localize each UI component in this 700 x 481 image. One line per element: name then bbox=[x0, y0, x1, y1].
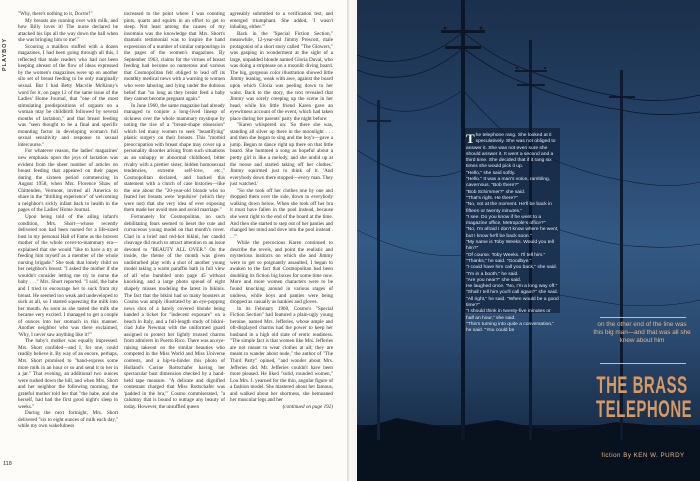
paragraph: he telephone rang. She looked at it speculatively. She was not obliged to answer it. She was not even sure she should answer it. It went a second and a third time. She decided that if it rang six times she would pick it up. bbox=[466, 133, 556, 170]
paragraph: "I should think in twenty-five minutes or half an hour," she said. bbox=[466, 309, 551, 321]
paragraph: "Shall I tell him you'll call again?" she said. bbox=[466, 290, 558, 296]
paragraph: agreeably submitted to a verification test, and emerged triumphant. She added, 'I wasn't inhaling, either.'" bbox=[230, 11, 333, 31]
paragraph: "Are you near?" she said. bbox=[466, 277, 522, 283]
paragraph: "Bob Schimmer?" she said. bbox=[466, 189, 526, 195]
page-number: 118 bbox=[3, 461, 12, 467]
paragraph: "Of course. Toby Weeks. I'll tell him." bbox=[466, 252, 546, 258]
opening-paragraph bbox=[466, 133, 559, 171]
paragraph: "That's right. He there?" bbox=[466, 195, 518, 201]
paragraph: "Hello," she said softly. bbox=[466, 170, 516, 176]
text-column-3 bbox=[230, 11, 333, 473]
paragraph: While the precocious Karen continued to describe the revels, and point the realistic and mysterious instincts on which she and Jimmy were to get so poignantly assaulted, I began to awaken to the fact that Cosmopolitan had been doubling its fiction big boxes for some time now. More and more women characters were to be found knocking around in various stages of undress, while boys and panties were being dropped as casually as hankies and gloves. bbox=[230, 240, 333, 306]
deck-rule-bottom bbox=[600, 363, 686, 364]
paragraph: "Hello." It was a man's voice, rambling, cavernous. "Bob there?" bbox=[466, 177, 551, 189]
paragraph: During the next fortnight, Mrs. Short delivered "six to eight ounces of milk each day," while my own wakefulness bbox=[18, 410, 118, 430]
magazine-name: PLAYBOY bbox=[2, 37, 8, 71]
paragraph: "I see. Do you know if he went to a magazine office, Metropole's office?" bbox=[466, 214, 546, 227]
paragraph: "All right," he said. "When would be a good time?" bbox=[466, 296, 559, 309]
paragraph: The baby's mother was equally impressed. Mrs. Short confided—and I, for one, could readily believe it. By way of an encore, perhaps, Mrs. Short promised to "hand-express some more milk in an hour or so and send it to her in a jar." That evening, an additional two ounces were rushed down the hill, and when Mrs. Short and her neighbor the following morning, the grateful mother told her that "the babe, and she herself, had had the first good night's sleep in weeks." bbox=[18, 338, 118, 410]
paragraph: He laughed once. "No, I'm a long way off." bbox=[466, 284, 558, 290]
paragraph: In its February 1960, Cosmo's "Special Fiction Section" had featured a plain-ugly young heroine, named Mrs. Jefferies, whose ample and oft-displayed charms had the power to keep her husband in a high old state of erotic readiness. "The simple fact is that women like Mrs. Jefferies are not meant to wear clothes at all; they are meant to wander about nude," the author of "The Third Party" opined, "and wonder about Mrs. Jefferies did. Mr. Jefferies couldn't have been more pleased. He liked "solid, rounded women," Lou Mrs. J. yearned for the thin, angular figure of a fashion model. She mastered about her famous, and walked about her shortness, she bemoaned her muscular legs and her bbox=[230, 305, 333, 404]
left-page bbox=[0, 0, 349, 481]
paragraph: "No, not at the moment. He'll be back in fifteen or twenty minutes." bbox=[466, 202, 552, 214]
continued-line: (continued on page 192) bbox=[282, 403, 333, 410]
paragraph: "This's turning into quite a conversation," he said. "You could be bbox=[466, 321, 555, 334]
paragraph: increased to the point where I was counting pints, quarts and squirts in an effort to get to sleep. Not least among the causes of my insomnia was the knowledge that Mrs. Short's dramatic testimonial was to inspire the hand expression of a number of similar outpourings in the pages of the women's magazines. By September 1963, claims for the virtues of breast feeding had become so numerous and various that Cosmopolitan felt obliged to lead off its monthly medical news with a warning to women who were laboring and lying under the dubious belief that "so long as they breast feed a baby they cannot become pregnant again." bbox=[124, 11, 225, 103]
paragraph: "My name is Toby Weeks. Would you tell him?" bbox=[466, 240, 554, 252]
paragraph: Fortunately for Cosmopolitan, no such debilitating fears seemed to beset the cute and curvaceous young model on that month's cover. Clad in a brief and red-hot bikini, her candid cleavage did much to attract attention to an issue devoted to "BEAUTY ALL OVER." On the inside, the theme of the month was given undisturbed play with a shot of another young model taking a warm paraffin bath in full view of all who bumbled onto page 45 without knocking, and a large photo spread of eight shapely misses modeling the latest in bikinis. The fact that the bikini had so many boosters at Cosmo was amply illustrated by an eye-popping news shot of a barely covered blonde being handed a ticket for "indecent exposure" on a beach in Italy, and a full-length study of bikini-clad Julie Newmar with the uniformed guard assigned to protect her lightly trussed charms from admirers in Puerto Rico. There was an eye-raising takeout on the similar beauties who competed in the Miss World and Miss Universe contests, and a hip-to-hinder this photo of Holland's Corine Rottschafer having her spectacular bust dimension checked by a hand-held tape measure. "A delicate and dignified contestant charged that Miss Rottschafer was 'padded in the bra,'" Cosmo commiserated, "a calumny that is bound to outrage any beauty of today. However, the unruffled queen bbox=[124, 213, 225, 410]
paragraph: "Thanks," he said. "Goodbye." bbox=[466, 258, 532, 264]
paragraph: Back in the "Special Fiction Section," meanwhile, 12-year-old Jimmy Prescott, male protagonist of a short story called "The Glowers," was gasping in wonderment at the sight of a large, unpadded blonde named Gloria Duval, who was doing a striptease on a moonlit diving board. The big, gorgeous color illustration showed little Jimmy leaning, weak with awe, against the board upon which Gloria was peeling down to her waist. Back to the story, the text revealed that Jimmy was sorely creeping up the scene in her head, while his little friend Karen gave an eyewitness account of the event, which had taken place during her parents' party the night before: bbox=[230, 30, 333, 122]
paragraph: "Karen whispered on: 'So there she was, standing all silver up there in the moonlight . . . and then she began to sing and the boy's—gave a jump. Begun to dance right up there on that little board. She hummed a song as hopeful about a pretty girl is like a melody, and she undid up at the noose and started taking off her clothes.' Jimmy squirmed just to think of it. 'And everybody down there stopped—every man. They just watched.' bbox=[230, 122, 333, 188]
paragraph: In June 1960, the same magazine had already managed to conjure a long-lived lineup of sickness over the whole mammary mystique by noting the rise of a "breast-shape obsession" which led many women to seek "beautifying" plastic surgery on their breasts. This "morbid preoccupation with breast shape may cover up a personality disorder arising from such situations as an unhappy or abnormal childhood, bitter rivalry with a prettier sister, hidden homosexual tendencies, extreme self-love, etc.," Cosmopolitan declared, and backed this statement with a clutch of case histories—like the one about the "20-year-old blonde who so feared her breasts were 'repulsive' (which they were not) that she very idea of ever exposing them made her avoid men and avoid marriage." bbox=[124, 102, 225, 214]
paragraph: "So she took off her clothes one by one and dropped them over the side, down to everybody walking down below. When she took off her bra it must have fallen in the pool instead, because she went right to the end of the board at the time. And then she started to step out of her panties and changed her mind and dove into the pool instead . . .'" bbox=[230, 187, 333, 240]
drop-cap: T bbox=[466, 131, 475, 146]
deck-rule-top bbox=[600, 317, 686, 318]
paragraph: "Why, there's nothing to it, Doctor!" bbox=[18, 11, 93, 17]
title-line-1: THE BRASS bbox=[596, 372, 688, 400]
story-title bbox=[596, 372, 693, 424]
paragraph: My breasts are running over with milk, and how Billy loves it! The nurse declared he attacked his lips all the way down the hall when she was bringing him to me!" bbox=[18, 17, 118, 44]
story-deck: on the other end of the line was this big man—and that was all she knew about him bbox=[593, 321, 691, 344]
paragraph: Upon being told of the ailing infant's condition, Mrs. Short—whose recently delivered son had been nursed for a life-sized bust in my personal Hall of Fame as the bravest mother of the whole cover-to-mammary era—explained that she would "like to have a try at feeding him myself as a member of the whole nursing brigade." She took that lonely child on her neighbor's breast. "I asked the mother if she wouldn't consider letting me try to nurse the baby . . ." Mrs. Short reported. "I said, the babe and I tried to encourage her to suck from my breast. He seemed too weak and undeveloped to suck at all, so I started squeezing the milk into her mouth. As soon as she tasted the milk she became very excited. I managed to get a couple of ounces into her stomach in this manner. Another neighbor who was there exclaimed, 'Why, I never saw anything like it!'" bbox=[18, 213, 118, 338]
text-column-1 bbox=[18, 11, 118, 473]
paragraph: "I could have him call you back," she said. bbox=[466, 265, 558, 271]
paragraph: "I'm in a booth," he said. bbox=[466, 271, 519, 277]
paragraph: "No, I'm afraid I don't know where he went, but I know he'll be back soon." bbox=[466, 227, 559, 239]
paragraph: For whatever reason, the ladies' magazines' new emphasis upon the joys of lactation was evident from the sheer number of articles on breast feeding that appeared on their pages during the sixteen period commencing in August 1958, when Mrs. Florence Shaw of Chittenden, Vermont, invited all America to share in the "thrilling experience" of welcoming a neighbor's sickly infant back to health in the pages of the Ladies' Home Journal. bbox=[18, 148, 118, 214]
text-column-2 bbox=[124, 11, 225, 473]
title-line-2: TELEPHONE bbox=[596, 396, 693, 424]
paragraph: Scouring a mailbox stuffed with a dozen magazines, I had been going through all this, I reflected that male readers who had not been keeping abreast of the flow of ideas expressed by the women's magazines were up on another silo set of breast feeding to be only marginally sexual. But I had Betty Macvile McKinny's word for it, on page 12 of the same issue of the Ladies' Home Journal, that "one of the most stimulating predispositions of orgasm on a woman may be childbirth followed by several months of lactation," and that breast feeding was "seen thought to be a final and specific mounting factor in developing woman's full sexual sensitivity and response to sexual intercourse." bbox=[18, 43, 118, 148]
story-opening-text bbox=[466, 133, 559, 335]
page-gutter bbox=[347, 0, 351, 481]
byline: fiction By KEN W. PURDY bbox=[601, 452, 685, 459]
